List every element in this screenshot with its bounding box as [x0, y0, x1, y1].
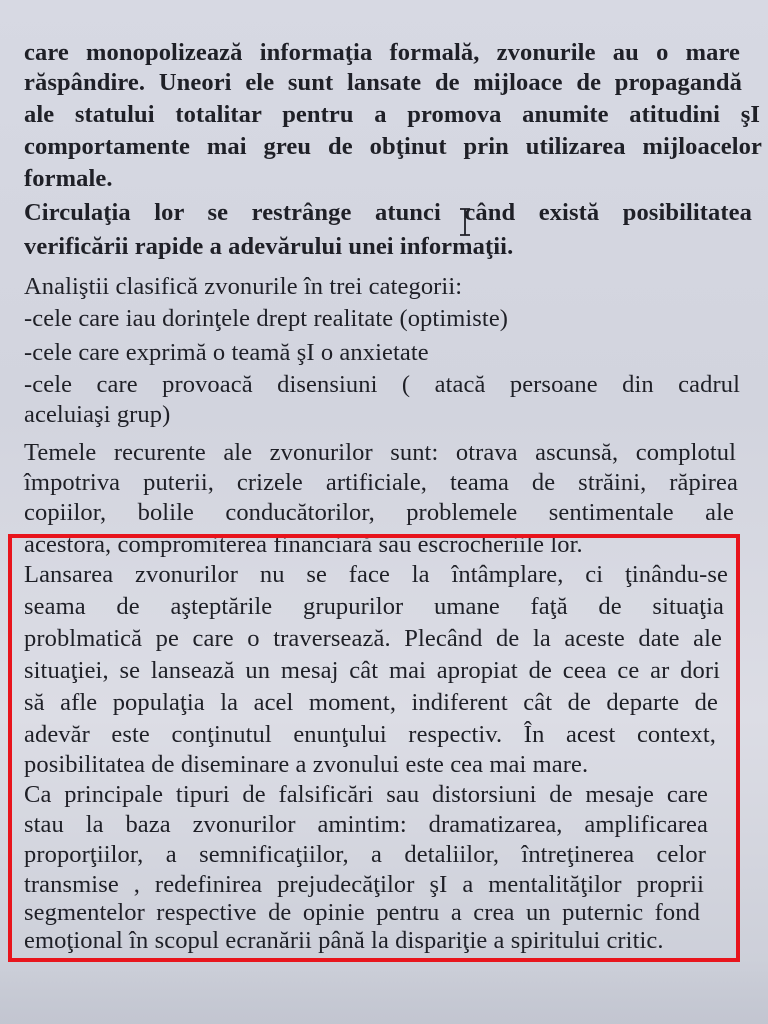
text-line: posibilitatea de diseminare a zvonului este cea mai mare. — [24, 751, 589, 778]
text-line: ale statului totalitar pentru a promova anumite atitudini şI — [24, 101, 760, 128]
text-line: -cele care exprimă o teamă şI o anxietate — [24, 339, 429, 366]
text-line: comportamente mai greu de obţinut prin utilizarea mijloacelor — [24, 133, 762, 160]
text-line: care monopolizează informaţia formală, zvonurile au o mare — [24, 39, 740, 66]
text-line: Lansarea zvonurilor nu se face la întâmplare, ci ţinându-se — [24, 561, 728, 588]
text-line: emoţional în scopul ecranării până la dispariţie a spiritului critic. — [24, 927, 664, 954]
text-line: acestora, compromiterea financiară sau escrocheriile lor. — [24, 531, 583, 558]
text-line: problmatică pe care o traversează. Plecând de la aceste date ale — [24, 625, 722, 652]
text-line: formale. — [24, 165, 113, 192]
text-line: situaţiei, se lansează un mesaj cât mai apropiat de ceea ce ar dori — [24, 657, 720, 684]
text-line: stau la baza zvonurilor amintim: dramatizarea, amplificarea — [24, 811, 708, 838]
text-line: să afle populaţia la acel moment, indiferent cât de departe de — [24, 689, 718, 716]
text-line: transmise , redefinirea prejudecăţilor şI a mentalităţilor proprii — [24, 871, 704, 898]
text-line: împotriva puterii, crizele artificiale, teama de străini, răpirea — [24, 469, 738, 496]
text-line: aceluiaşi grup) — [24, 401, 171, 428]
text-line: -cele care iau dorinţele drept realitate (optimiste) — [24, 305, 509, 332]
text-line: copiilor, bolile conducătorilor, problemele sentimentale ale — [24, 499, 734, 526]
text-line: Ca principale tipuri de falsificări sau distorsiuni de mesaje care — [24, 781, 708, 808]
text-line: segmentelor respective de opinie pentru a crea un puternic fond — [24, 899, 700, 926]
text-line: adevăr este conţinutul enunţului respectiv. În acest context, — [24, 721, 716, 748]
text-line: Circulaţia lor se restrânge atunci când există posibilitatea — [24, 199, 752, 226]
highlight-rectangle — [8, 534, 740, 962]
text-line: răspândire. Uneori ele sunt lansate de mijloace de propagandă — [24, 69, 742, 96]
text-line: seama de aşteptările grupurilor umane faţă de situaţia — [24, 593, 724, 620]
text-line: Analiştii clasifică zvonurile în trei categorii: — [24, 273, 463, 300]
text-line: Temele recurente ale zvonurilor sunt: otrava ascunsă, complotul — [24, 439, 736, 466]
page-bottom-shadow — [0, 960, 768, 1024]
text-line: -cele care provoacă disensiuni ( atacă persoane din cadrul — [24, 371, 740, 398]
text-line: proporţiilor, a semnificaţiilor, a detaliilor, întreţinerea celor — [24, 841, 706, 868]
text-cursor-icon — [458, 208, 472, 236]
text-line: verificării rapide a adevărului unei informaţii. — [24, 233, 514, 260]
